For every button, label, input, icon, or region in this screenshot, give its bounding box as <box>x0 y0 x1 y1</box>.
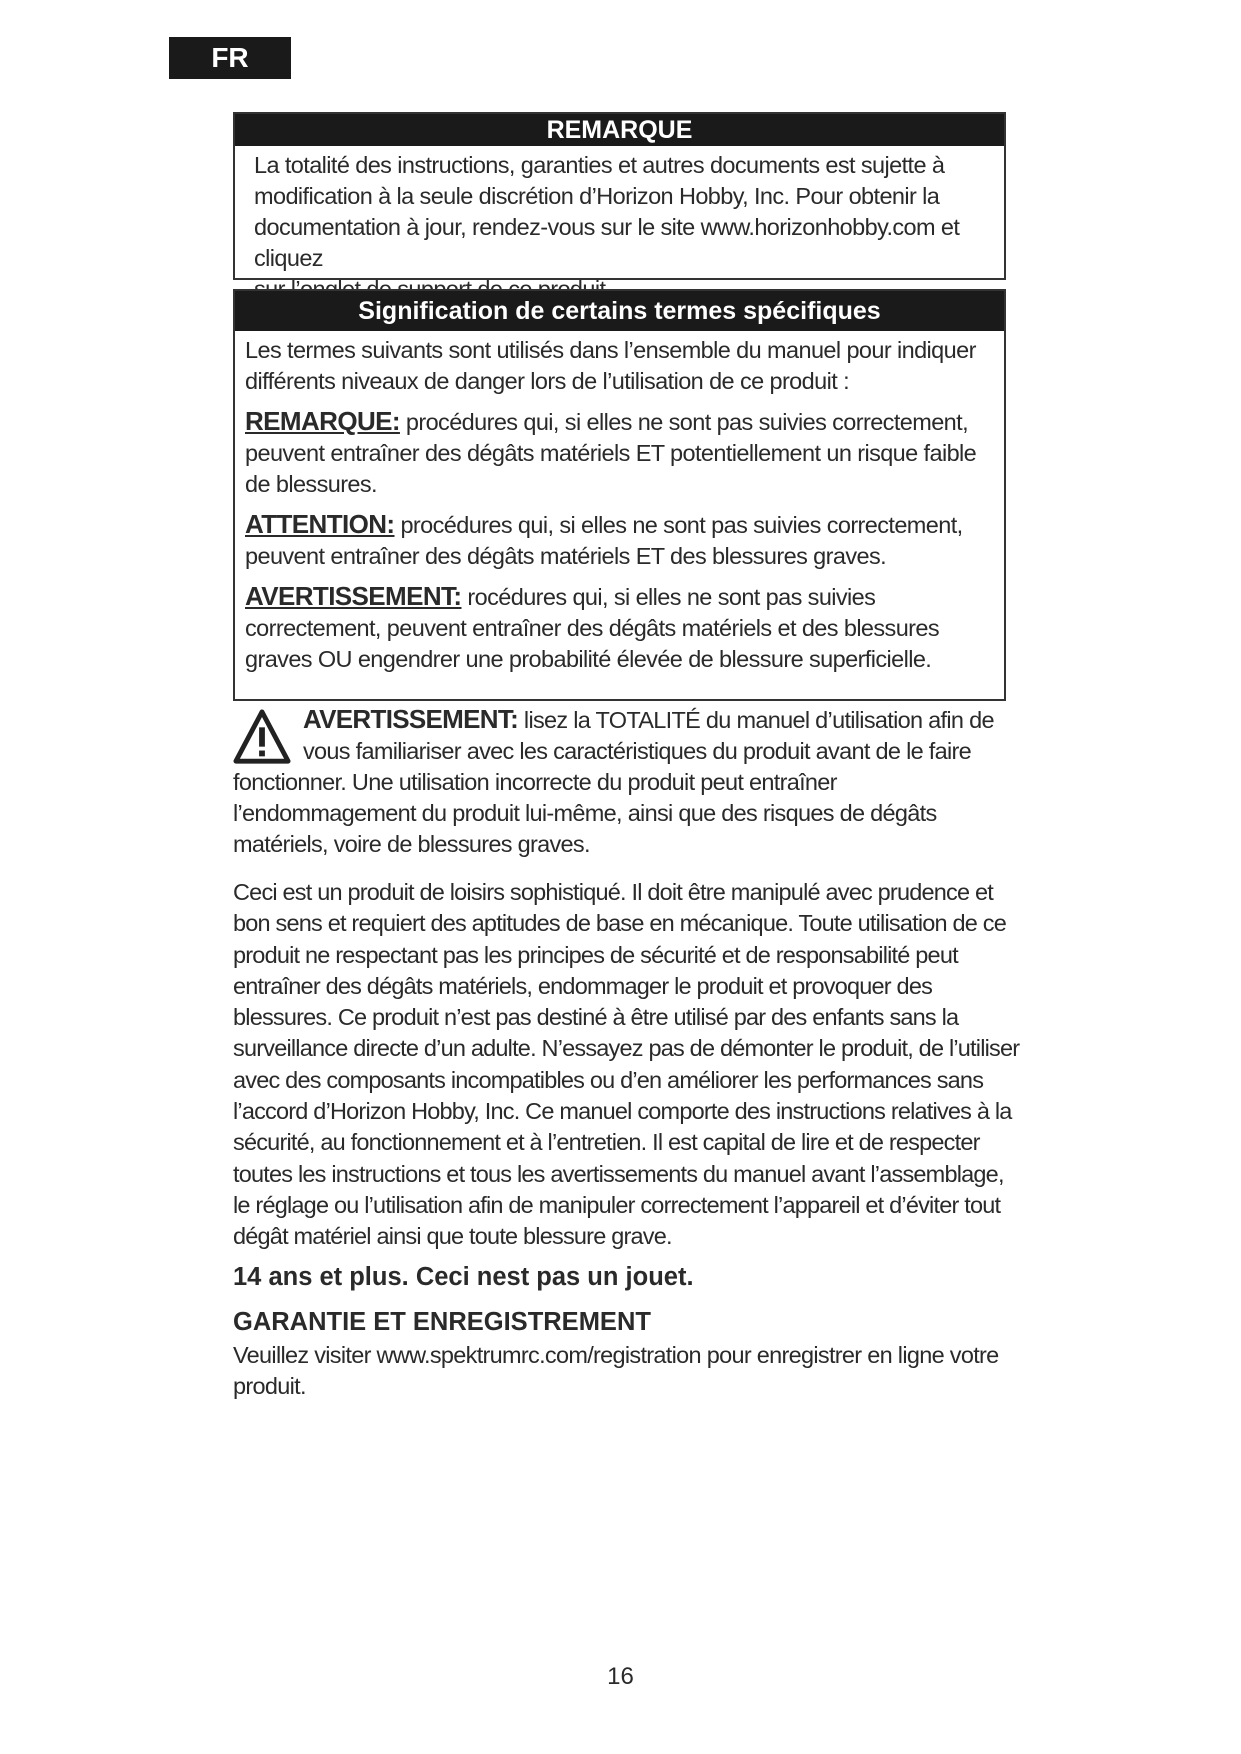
age-notice: 14 ans et plus. Ceci nest pas un jouet. <box>233 1263 694 1291</box>
term-text: procédures qui, si elles ne sont pas suivies correctement, peuvent entraîner des dégâts matériels ET potentiellement un risque faible de blessures. <box>245 409 977 497</box>
term-attention <box>245 509 994 572</box>
term-avertissement <box>245 581 994 675</box>
warning-label: AVERTISSEMENT: <box>303 704 519 734</box>
term-label: ATTENTION: <box>245 509 395 539</box>
warning-text: lisez la TOTALITÉ du manuel d’utilisation afin de vous familiariser avec les caractéristiques du produit avant de le faire fonctionner. Une utilisation incorrecte du produit peut entraîner l’endommagement du produit lui-même, ainsi que des risques de dégâts matériels, voire de blessures graves. <box>233 707 994 857</box>
warning-triangle-icon <box>233 708 291 766</box>
term-label: AVERTISSEMENT: <box>245 581 462 611</box>
terms-box-body <box>235 331 1004 675</box>
warranty-title: GARANTIE ET ENREGISTREMENT <box>233 1308 651 1336</box>
notice-line: modification à la seule discrétion d’Horizon Hobby, Inc. Pour obtenir la <box>254 183 940 209</box>
term-text: rocédures qui, si elles ne sont pas suivies correctement, peuvent entraîner des dégâts matériels et des blessures graves OU engendrer une probabilité élevée de blessure superficielle. <box>245 584 940 672</box>
term-text: procédures qui, si elles ne sont pas suivies correctement, peuvent entraîner des dégâts matériels ET des blessures graves. <box>245 512 963 569</box>
terms-box <box>233 289 1006 701</box>
terms-intro: Les termes suivants sont utilisés dans l’ensemble du manuel pour indiquer différents niveaux de danger lors de l’utilisation de ce produit : <box>245 337 976 394</box>
notice-box <box>233 112 1006 280</box>
warranty-text: Veuillez visiter www.spektrumrc.com/registration pour enregistrer en ligne votre produit. <box>233 1342 999 1399</box>
notice-line: La totalité des instructions, garanties et autres documents est sujette à <box>254 152 945 178</box>
terms-box-title: Signification de certains termes spécifiques <box>235 291 1004 331</box>
notice-line: documentation à jour, rendez-vous sur le site www.horizonhobby.com et cliquez <box>254 214 960 271</box>
notice-box-title: REMARQUE <box>235 114 1004 146</box>
notice-box-body <box>235 146 1004 305</box>
warning-block <box>233 704 1013 860</box>
term-remarque <box>245 406 994 500</box>
page-number: 16 <box>607 1663 634 1690</box>
term-label: REMARQUE: <box>245 406 400 436</box>
safety-paragraph: Ceci est un produit de loisirs sophistiqué. Il doit être manipulé avec prudence et bon sens et requiert des aptitudes de base en mécanique. Toute utilisation de ce produit ne respectant pas les principes de sécurité et de responsabilité peut entraîner des dégâts matériels, endommager le produit et provoquer des blessures. Ce produit n’est pas destiné à être utilisé par des enfants sans la surveillance directe d’un adulte. N’essayez pas de démonter le produit, de l’utiliser avec des composants incompatibles ou d’en améliorer les performances sans l’accord d’Horizon Hobby, Inc. Ce manuel comporte des instructions relatives à la sécurité, au fonctionnement et à l’entretien. Il est capital de lire et de respecter toutes les instructions et tous les avertissements du manuel avant l’assemblage, le réglage ou l’utilisation afin de manipuler correctement l’appareil et d’éviter tout dégât matériel ainsi que toute blessure grave. <box>233 879 1020 1250</box>
language-tab: FR <box>169 37 291 79</box>
